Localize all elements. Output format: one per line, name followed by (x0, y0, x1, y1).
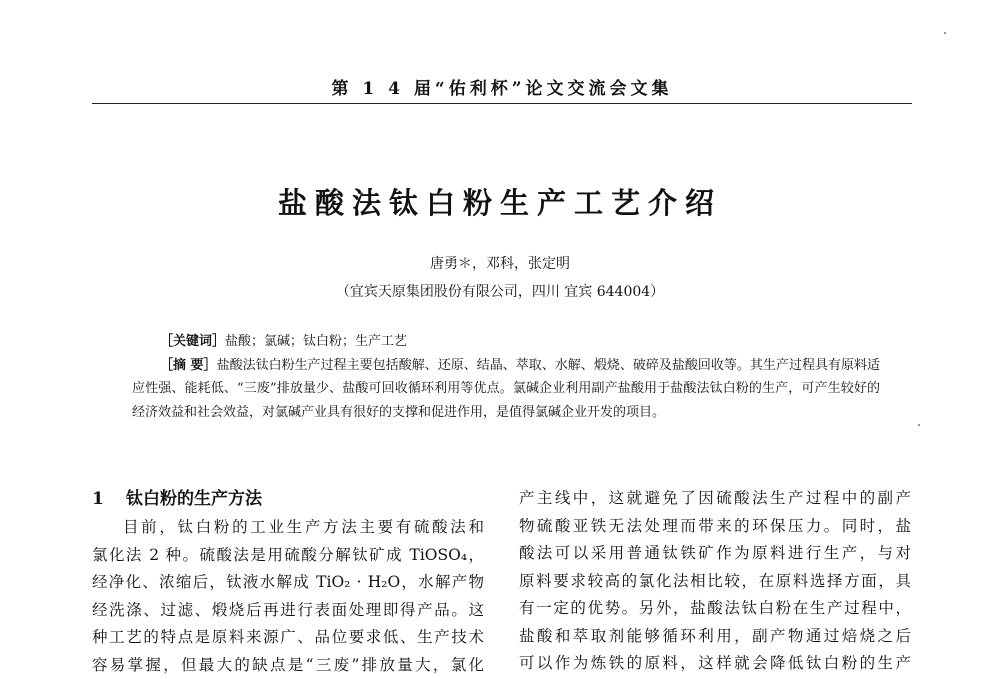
body-line: 酸法可以采用普通钛铁矿作为原料进行生产，与对 (519, 540, 911, 568)
body-line: 可以作为炼铁的原料，这样就会降低钛白粉的生产 (519, 650, 911, 678)
running-header: 第 1 4 届“佑利杯”论文交流会文集 (282, 74, 722, 99)
abstract-text: 盐酸法钛白粉生产过程主要包括酸解、还原、结晶、萃取、水解、煅烧、破碎及盐酸回收等。其生产过程具有原料适应性强、能耗低、“三废”排放量少、盐酸可回收循环利用等优点。氯碱企业利用副产盐酸用于盐酸法钛白粉的生产，可产生较好的经济效益和社会效益，对氯碱产业具有很好的支撑和促进作用，是值得氯碱企业开发的项目。 (132, 358, 880, 420)
body-line: 产主线中，这就避免了因硫酸法生产过程中的副产 (519, 485, 911, 513)
body-line: 氯化法 2 种。硫酸法是用硫酸分解钛矿成 TiOSO₄， (92, 542, 484, 570)
left-column (92, 484, 484, 679)
right-column-body (519, 485, 911, 678)
keywords-text: 盐酸；氯碱；钛白粉；生产工艺 (225, 334, 407, 349)
left-column-body (92, 514, 484, 679)
paper-title: 盐酸法钛白粉生产工艺介绍 (200, 181, 800, 222)
scan-speck (944, 32, 946, 34)
section-heading (92, 484, 484, 514)
body-line: 物硫酸亚铁无法处理而带来的环保压力。同时，盐 (519, 513, 911, 541)
header-rule (92, 103, 912, 104)
body-line: 有一定的优势。另外，盐酸法钛白粉在生产过程中， (519, 595, 911, 623)
body-line: 种工艺的特点是原料来源广、品位要求低、生产技术 (92, 624, 484, 652)
right-column (519, 484, 911, 678)
section-number: 1 (92, 484, 126, 514)
section-title: 钛白粉的生产方法 (126, 489, 262, 509)
body-line: 盐酸和萃取剂能够循环利用，副产物通过焙烧之后 (519, 623, 911, 651)
body-line: 容易掌握，但最大的缺点是“三废”排放量大，氯化 (92, 652, 484, 679)
affiliation: （宜宾天原集团股份有限公司，四川 宜宾 644004） (250, 281, 750, 301)
body-line: 原料要求较高的氯化法相比较，在原料选择方面，具 (519, 568, 911, 596)
keywords-label: ［关键词］ (160, 334, 225, 349)
body-line: 经洗涤、过滤、煅烧后再进行表面处理即得产品。这 (92, 597, 484, 625)
body-line: 目前，钛白粉的工业生产方法主要有硫酸法和 (92, 514, 484, 542)
abstract-label: ［摘 要］ (160, 358, 217, 373)
body-line: 经净化、浓缩后，钛液水解成 TiO₂ · H₂O，水解产物 (92, 569, 484, 597)
scan-speck (918, 424, 920, 426)
keywords (160, 330, 407, 349)
abstract (132, 354, 880, 424)
authors: 唐勇＊，邓科，张定明 (300, 253, 700, 273)
